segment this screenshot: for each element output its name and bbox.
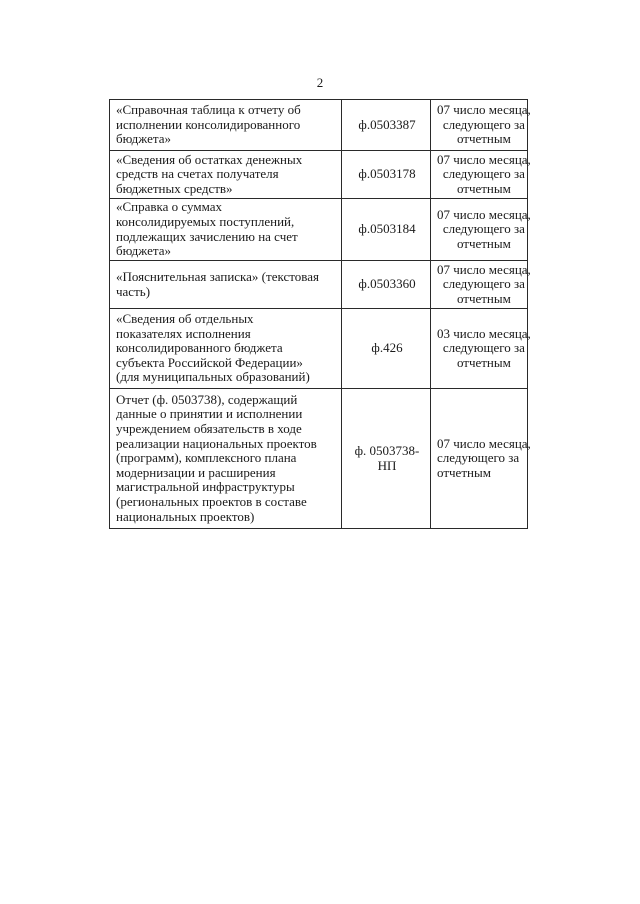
- report-name-cell: «Сведения об остатках денежных средств на счетах получателя бюджетных средств»: [110, 151, 342, 199]
- table-row: [110, 100, 528, 151]
- due-date-cell: 07 число месяца, следующего за отчетным: [431, 389, 528, 529]
- table-row: [110, 151, 528, 199]
- due-date-cell: 07 число месяца, следующего за отчетным: [431, 100, 528, 151]
- table-row: [110, 309, 528, 389]
- report-forms-table: [109, 99, 531, 529]
- form-code-cell: ф.426: [342, 309, 431, 389]
- form-code-cell: ф. 0503738- НП: [342, 389, 431, 529]
- table-row: [110, 389, 528, 529]
- report-name-cell: «Справка о суммах консолидируемых поступлений, подлежащих зачислению на счет бюджета»: [110, 199, 342, 261]
- report-name-cell: «Пояснительная записка» (текстовая часть): [110, 261, 342, 309]
- form-code-cell: ф.0503184: [342, 199, 431, 261]
- report-name-cell: «Сведения об отдельных показателях исполнения консолидированного бюджета субъекта Российской Федерации» (для муниципальных образований): [110, 309, 342, 389]
- page-number: 2: [316, 75, 324, 90]
- form-code-cell: ф.0503387: [342, 100, 431, 151]
- table-row: [110, 261, 528, 309]
- form-code-cell: ф.0503360: [342, 261, 431, 309]
- due-date-cell: 07 число месяца, следующего за отчетным: [431, 199, 528, 261]
- due-date-cell: 03 число месяца, следующего за отчетным: [431, 309, 528, 389]
- form-code-cell: ф.0503178: [342, 151, 431, 199]
- report-name-cell: «Справочная таблица к отчету об исполнении консолидированного бюджета»: [110, 100, 342, 151]
- due-date-cell: 07 число месяца, следующего за отчетным: [431, 151, 528, 199]
- report-name-cell: Отчет (ф. 0503738), содержащий данные о принятии и исполнении учреждением обязательств в ходе реализации национальных проектов (программ), комплексного плана модернизации и расширения магистральной инфраструктуры (региональных проектов в составе национальных проектов): [110, 389, 342, 529]
- due-date-cell: 07 число месяца, следующего за отчетным: [431, 261, 528, 309]
- table-row: [110, 199, 528, 261]
